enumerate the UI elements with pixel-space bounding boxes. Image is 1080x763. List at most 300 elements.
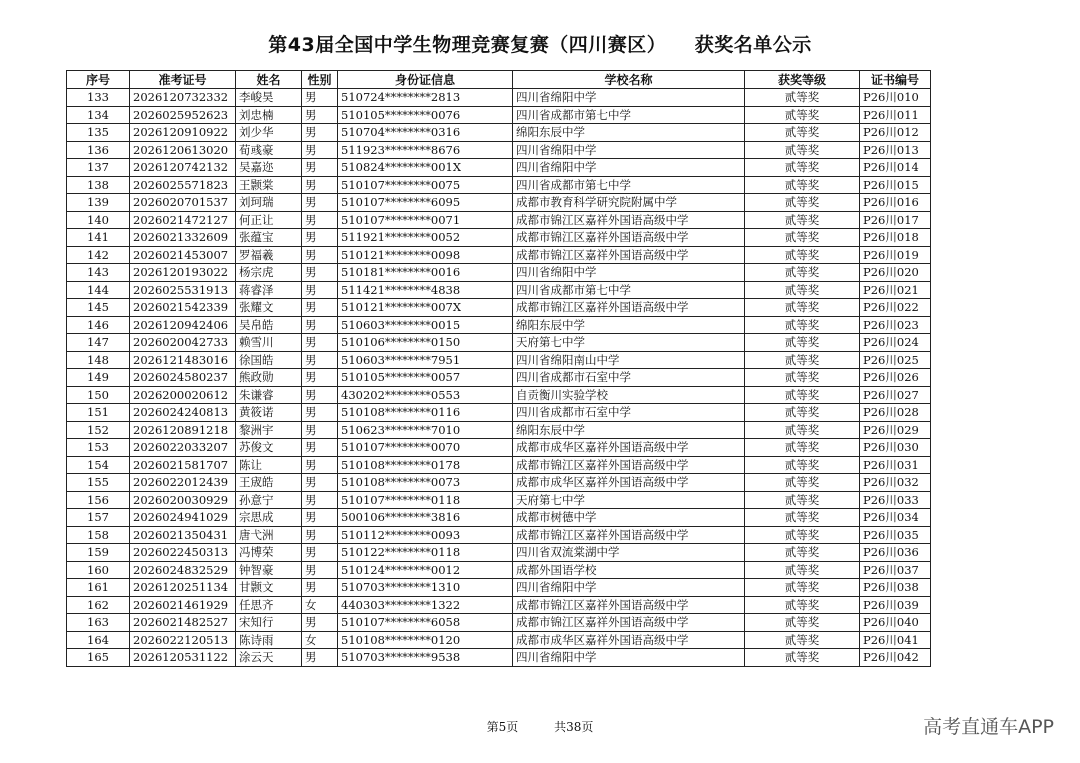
col-header-school: 学校名称 [513,71,745,89]
cell-school: 成都市锦江区嘉祥外国语高级中学 [513,526,745,544]
cell-school: 成都市锦江区嘉祥外国语高级中学 [513,229,745,247]
cell-certificate: P26川027 [860,386,931,404]
cell-exam-id: 2026021453007 [130,246,236,264]
table-row [67,421,931,439]
cell-gender: 男 [302,544,338,562]
cell-award: 贰等奖 [745,211,860,229]
cell-certificate: P26川021 [860,281,931,299]
cell-certificate: P26川038 [860,579,931,597]
cell-name: 徐国皓 [236,351,302,369]
cell-name: 涂云天 [236,649,302,667]
cell-index: 156 [67,491,130,509]
cell-certificate: P26川020 [860,264,931,282]
cell-gender: 女 [302,596,338,614]
table-row [67,316,931,334]
cell-gender: 男 [302,614,338,632]
cell-gender: 男 [302,316,338,334]
cell-award: 贰等奖 [745,246,860,264]
cell-index: 158 [67,526,130,544]
cell-gender: 男 [302,264,338,282]
cell-id-card: 511921********0052 [338,229,513,247]
cell-school: 四川省成都市第七中学 [513,106,745,124]
cell-id-card: 510107********0071 [338,211,513,229]
cell-school: 四川省成都市石室中学 [513,369,745,387]
col-header-name: 姓名 [236,71,302,89]
cell-award: 贰等奖 [745,159,860,177]
cell-id-card: 510107********6058 [338,614,513,632]
cell-certificate: P26川024 [860,334,931,352]
cell-award: 贰等奖 [745,439,860,457]
cell-index: 154 [67,456,130,474]
cell-gender: 男 [302,141,338,159]
cell-index: 147 [67,334,130,352]
table-row [67,124,931,142]
cell-index: 137 [67,159,130,177]
cell-name: 刘珂瑞 [236,194,302,212]
cell-id-card: 510105********0057 [338,369,513,387]
cell-exam-id: 2026024941029 [130,509,236,527]
cell-exam-id: 2026021542339 [130,299,236,317]
cell-id-card: 510603********7951 [338,351,513,369]
cell-award: 贰等奖 [745,141,860,159]
cell-name: 何正让 [236,211,302,229]
cell-name: 张耀文 [236,299,302,317]
cell-gender: 男 [302,106,338,124]
cell-certificate: P26川018 [860,229,931,247]
cell-id-card: 511923********8676 [338,141,513,159]
col-header-id-card: 身份证信息 [338,71,513,89]
cell-certificate: P26川011 [860,106,931,124]
table-row [67,596,931,614]
cell-school: 绵阳东辰中学 [513,124,745,142]
cell-award: 贰等奖 [745,106,860,124]
cell-gender: 男 [302,299,338,317]
cell-name: 唐弋洲 [236,526,302,544]
table-row [67,281,931,299]
cell-name: 刘忠楠 [236,106,302,124]
cell-award: 贰等奖 [745,509,860,527]
table-row [67,404,931,422]
page-number: 第5页 [486,720,519,734]
cell-exam-id: 2026022033207 [130,439,236,457]
cell-index: 162 [67,596,130,614]
cell-certificate: P26川028 [860,404,931,422]
cell-school: 四川省绵阳中学 [513,89,745,107]
cell-name: 宋知行 [236,614,302,632]
cell-school: 成都市成华区嘉祥外国语高级中学 [513,474,745,492]
cell-certificate: P26川032 [860,474,931,492]
cell-name: 苏俊文 [236,439,302,457]
table-row [67,159,931,177]
cell-index: 146 [67,316,130,334]
cell-certificate: P26川040 [860,614,931,632]
cell-school: 成都市教育科学研究院附属中学 [513,194,745,212]
cell-exam-id: 2026024832529 [130,561,236,579]
cell-index: 148 [67,351,130,369]
cell-exam-id: 2026120193022 [130,264,236,282]
cell-award: 贰等奖 [745,614,860,632]
cell-school: 成都外国语学校 [513,561,745,579]
cell-award: 贰等奖 [745,421,860,439]
cell-name: 宗思成 [236,509,302,527]
cell-index: 145 [67,299,130,317]
cell-gender: 男 [302,526,338,544]
cell-exam-id: 2026024240813 [130,404,236,422]
cell-certificate: P26川039 [860,596,931,614]
cell-exam-id: 2026025952623 [130,106,236,124]
table-row [67,141,931,159]
table-row [67,491,931,509]
cell-school: 绵阳东辰中学 [513,421,745,439]
col-header-index: 序号 [67,71,130,89]
cell-id-card: 510107********0075 [338,176,513,194]
cell-gender: 男 [302,229,338,247]
cell-index: 136 [67,141,130,159]
cell-index: 161 [67,579,130,597]
cell-index: 134 [67,106,130,124]
cell-id-card: 510112********0093 [338,526,513,544]
cell-award: 贰等奖 [745,456,860,474]
cell-index: 140 [67,211,130,229]
table-row [67,579,931,597]
cell-index: 142 [67,246,130,264]
cell-name: 荀彧豪 [236,141,302,159]
cell-name: 熊政勋 [236,369,302,387]
cell-certificate: P26川031 [860,456,931,474]
cell-school: 天府第七中学 [513,334,745,352]
cell-exam-id: 2026025571823 [130,176,236,194]
table-row [67,211,931,229]
cell-school: 自贡衡川实验学校 [513,386,745,404]
cell-certificate: P26川016 [860,194,931,212]
cell-award: 贰等奖 [745,526,860,544]
cell-id-card: 510724********2813 [338,89,513,107]
cell-name: 陈让 [236,456,302,474]
cell-name: 黎洲宇 [236,421,302,439]
cell-exam-id: 2026024580237 [130,369,236,387]
cell-certificate: P26川012 [860,124,931,142]
col-header-certificate: 证书编号 [860,71,931,89]
table-row [67,614,931,632]
cell-school: 成都市锦江区嘉祥外国语高级中学 [513,596,745,614]
cell-certificate: P26川013 [860,141,931,159]
cell-index: 150 [67,386,130,404]
cell-certificate: P26川042 [860,649,931,667]
cell-gender: 男 [302,421,338,439]
cell-index: 153 [67,439,130,457]
cell-school: 成都市锦江区嘉祥外国语高级中学 [513,456,745,474]
cell-award: 贰等奖 [745,544,860,562]
cell-name: 吴嘉迩 [236,159,302,177]
cell-name: 吴帛皓 [236,316,302,334]
table-row [67,509,931,527]
cell-exam-id: 2026025531913 [130,281,236,299]
cell-index: 139 [67,194,130,212]
cell-certificate: P26川025 [860,351,931,369]
cell-id-card: 500106********3816 [338,509,513,527]
cell-index: 163 [67,614,130,632]
cell-id-card: 510704********0316 [338,124,513,142]
cell-award: 贰等奖 [745,194,860,212]
cell-id-card: 511421********4838 [338,281,513,299]
table-row [67,631,931,649]
cell-exam-id: 2026021482527 [130,614,236,632]
cell-certificate: P26川030 [860,439,931,457]
cell-name: 冯博荣 [236,544,302,562]
cell-school: 成都市成华区嘉祥外国语高级中学 [513,631,745,649]
cell-gender: 男 [302,246,338,264]
cell-award: 贰等奖 [745,404,860,422]
cell-award: 贰等奖 [745,579,860,597]
cell-id-card: 510107********0118 [338,491,513,509]
table-row [67,299,931,317]
cell-certificate: P26川034 [860,509,931,527]
cell-certificate: P26川010 [860,89,931,107]
cell-exam-id: 2026120910922 [130,124,236,142]
cell-index: 165 [67,649,130,667]
cell-id-card: 510121********0098 [338,246,513,264]
cell-school: 四川省绵阳南山中学 [513,351,745,369]
cell-certificate: P26川029 [860,421,931,439]
cell-id-card: 510703********9538 [338,649,513,667]
cell-name: 刘少华 [236,124,302,142]
cell-certificate: P26川037 [860,561,931,579]
cell-exam-id: 2026021350431 [130,526,236,544]
cell-certificate: P26川019 [860,246,931,264]
cell-school: 四川省绵阳中学 [513,649,745,667]
table-row [67,89,931,107]
cell-gender: 男 [302,281,338,299]
cell-index: 149 [67,369,130,387]
cell-award: 贰等奖 [745,176,860,194]
cell-id-card: 510703********1310 [338,579,513,597]
table-row [67,544,931,562]
cell-exam-id: 2026021581707 [130,456,236,474]
cell-id-card: 430202********0553 [338,386,513,404]
cell-exam-id: 2026020030929 [130,491,236,509]
cell-award: 贰等奖 [745,299,860,317]
cell-certificate: P26川023 [860,316,931,334]
cell-school: 四川省绵阳中学 [513,264,745,282]
table-row [67,246,931,264]
cell-name: 任思齐 [236,596,302,614]
cell-name: 蒋睿泽 [236,281,302,299]
cell-exam-id: 2026021472127 [130,211,236,229]
cell-index: 138 [67,176,130,194]
cell-award: 贰等奖 [745,264,860,282]
col-header-gender: 性别 [302,71,338,89]
cell-gender: 男 [302,124,338,142]
cell-gender: 男 [302,439,338,457]
table-row [67,369,931,387]
cell-award: 贰等奖 [745,229,860,247]
cell-id-card: 510121********007X [338,299,513,317]
table-row [67,229,931,247]
cell-gender: 男 [302,369,338,387]
cell-exam-id: 2026021332609 [130,229,236,247]
table-row [67,561,931,579]
cell-gender: 男 [302,404,338,422]
cell-name: 王颢棠 [236,176,302,194]
cell-certificate: P26川017 [860,211,931,229]
cell-index: 135 [67,124,130,142]
cell-school: 绵阳东辰中学 [513,316,745,334]
cell-id-card: 510623********7010 [338,421,513,439]
table-row [67,526,931,544]
table-row [67,194,931,212]
table-body [67,89,931,667]
cell-name: 张蕴宝 [236,229,302,247]
table-row [67,649,931,667]
cell-gender: 男 [302,474,338,492]
cell-exam-id: 2026120613020 [130,141,236,159]
cell-exam-id: 2026120732332 [130,89,236,107]
cell-gender: 男 [302,649,338,667]
cell-gender: 男 [302,351,338,369]
cell-gender: 男 [302,334,338,352]
cell-exam-id: 2026120251134 [130,579,236,597]
cell-school: 成都市树德中学 [513,509,745,527]
cell-name: 甘颢文 [236,579,302,597]
cell-exam-id: 2026022012439 [130,474,236,492]
cell-school: 四川省成都市石室中学 [513,404,745,422]
cell-school: 四川省绵阳中学 [513,579,745,597]
cell-exam-id: 2026120942406 [130,316,236,334]
cell-school: 四川省成都市第七中学 [513,281,745,299]
cell-name: 李峻昊 [236,89,302,107]
cell-index: 164 [67,631,130,649]
table-row [67,456,931,474]
table-row [67,474,931,492]
cell-school: 四川省成都市第七中学 [513,176,745,194]
table-row [67,334,931,352]
cell-index: 151 [67,404,130,422]
cell-award: 贰等奖 [745,89,860,107]
cell-exam-id: 2026021461929 [130,596,236,614]
cell-name: 孙意宁 [236,491,302,509]
cell-id-card: 510105********0076 [338,106,513,124]
cell-award: 贰等奖 [745,124,860,142]
col-header-award: 获奖等级 [745,71,860,89]
cell-id-card: 510107********6095 [338,194,513,212]
cell-gender: 男 [302,579,338,597]
cell-school: 成都市锦江区嘉祥外国语高级中学 [513,246,745,264]
cell-name: 陈诗雨 [236,631,302,649]
cell-gender: 男 [302,211,338,229]
cell-award: 贰等奖 [745,474,860,492]
cell-school: 成都市锦江区嘉祥外国语高级中学 [513,299,745,317]
cell-school: 四川省双流棠湖中学 [513,544,745,562]
cell-index: 141 [67,229,130,247]
cell-award: 贰等奖 [745,369,860,387]
cell-gender: 男 [302,386,338,404]
cell-index: 144 [67,281,130,299]
cell-exam-id: 2026120742132 [130,159,236,177]
cell-id-card: 510824********001X [338,159,513,177]
cell-exam-id: 2026020701537 [130,194,236,212]
cell-award: 贰等奖 [745,491,860,509]
cell-name: 杨宗虎 [236,264,302,282]
cell-school: 成都市锦江区嘉祥外国语高级中学 [513,614,745,632]
cell-id-card: 440303********1322 [338,596,513,614]
page-title: 第43届全国中学生物理竞赛复赛（四川赛区） 获奖名单公示 [268,34,812,56]
cell-certificate: P26川036 [860,544,931,562]
cell-index: 159 [67,544,130,562]
cell-award: 贰等奖 [745,561,860,579]
cell-id-card: 510122********0118 [338,544,513,562]
watermark: 高考直通车APP [923,716,1054,738]
cell-gender: 男 [302,194,338,212]
cell-certificate: P26川033 [860,491,931,509]
cell-award: 贰等奖 [745,386,860,404]
cell-name: 罗福羲 [236,246,302,264]
cell-certificate: P26川035 [860,526,931,544]
cell-gender: 男 [302,456,338,474]
cell-school: 四川省绵阳中学 [513,159,745,177]
cell-exam-id: 2026120891218 [130,421,236,439]
cell-index: 160 [67,561,130,579]
cell-name: 赖雪川 [236,334,302,352]
cell-certificate: P26川014 [860,159,931,177]
cell-award: 贰等奖 [745,281,860,299]
table-row [67,439,931,457]
cell-name: 钟智豪 [236,561,302,579]
cell-id-card: 510181********0016 [338,264,513,282]
cell-id-card: 510108********0116 [338,404,513,422]
cell-exam-id: 2026120531122 [130,649,236,667]
cell-index: 155 [67,474,130,492]
cell-gender: 男 [302,159,338,177]
cell-exam-id: 2026200020612 [130,386,236,404]
table-row [67,106,931,124]
cell-award: 贰等奖 [745,631,860,649]
cell-award: 贰等奖 [745,316,860,334]
cell-school: 成都市成华区嘉祥外国语高级中学 [513,439,745,457]
col-header-exam-id: 准考证号 [130,71,236,89]
cell-award: 贰等奖 [745,596,860,614]
cell-gender: 男 [302,509,338,527]
table-row [67,351,931,369]
cell-certificate: P26川015 [860,176,931,194]
cell-certificate: P26川041 [860,631,931,649]
cell-gender: 男 [302,89,338,107]
cell-award: 贰等奖 [745,351,860,369]
cell-index: 133 [67,89,130,107]
page-footer [0,718,1080,735]
cell-certificate: P26川022 [860,299,931,317]
cell-exam-id: 2026121483016 [130,351,236,369]
cell-exam-id: 2026022450313 [130,544,236,562]
cell-id-card: 510603********0015 [338,316,513,334]
cell-id-card: 510124********0012 [338,561,513,579]
cell-award: 贰等奖 [745,649,860,667]
table-row [67,264,931,282]
award-table [66,70,931,667]
cell-school: 成都市锦江区嘉祥外国语高级中学 [513,211,745,229]
cell-gender: 男 [302,491,338,509]
cell-exam-id: 2026022120513 [130,631,236,649]
cell-index: 143 [67,264,130,282]
table-header-row [67,71,931,89]
cell-index: 157 [67,509,130,527]
cell-school: 天府第七中学 [513,491,745,509]
cell-id-card: 510108********0073 [338,474,513,492]
cell-award: 贰等奖 [745,334,860,352]
table-row [67,386,931,404]
cell-gender: 男 [302,176,338,194]
page-total: 共38页 [554,720,594,734]
cell-name: 黄筱诺 [236,404,302,422]
